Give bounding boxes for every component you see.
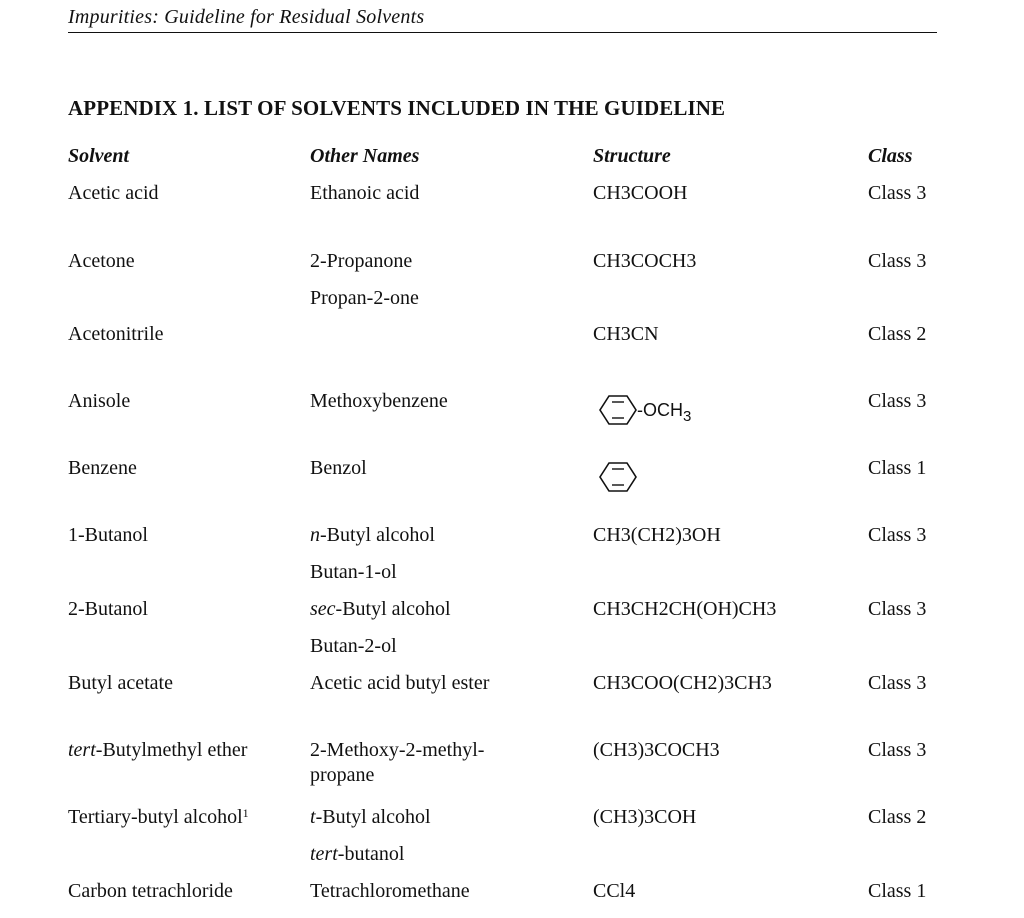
other-name: t-Butyl alcohol [310,806,431,828]
other-name: sec-Butyl alcohol [310,598,451,620]
solvent-name: Acetonitrile [68,323,164,345]
solvent-class: Class 3 [868,672,927,694]
solvent-class: Class 3 [868,390,927,412]
solvent-class: Class 2 [868,806,927,828]
appendix-title: APPENDIX 1. LIST OF SOLVENTS INCLUDED IN THE GUIDELINE [68,96,726,120]
structure-formula: CCl4 [593,880,636,902]
solvent-name: Acetic acid [68,182,159,204]
other-name: Methoxybenzene [310,390,448,412]
structure-formula: (CH3)3COH [593,806,697,828]
solvent-name: tert-Butylmethyl ether [68,739,248,761]
structure-formula: CH3COO(CH2)3CH3 [593,672,772,694]
other-name: Propan-2-one [310,287,419,309]
other-name: 2-Methoxy-2-methyl- [310,739,485,761]
structure-formula: (CH3)3COCH3 [593,739,720,761]
running-header: Impurities: Guideline for Residual Solvents [68,6,937,33]
solvent-name: Anisole [68,390,131,412]
other-name: 2-Propanone [310,250,413,272]
solvent-name: Tertiary-butyl alcohol$^1$ [68,806,249,828]
other-name: tert-butanol [310,843,405,865]
other-name: propane [310,764,375,786]
other-name: Tetrachloromethane [310,880,470,902]
solvent-name: 2-Butanol [68,598,148,620]
solvent-class: Class 1 [868,880,927,902]
other-name: n-Butyl alcohol [310,524,435,546]
other-name: Butan-2-ol [310,635,397,657]
footnote-marker: 1 [242,806,249,820]
benzene-ring-structure [598,461,638,493]
other-name: Benzol [310,457,367,479]
solvent-name: Butyl acetate [68,672,173,694]
solvent-class: Class 2 [868,323,927,345]
other-name: Ethanoic acid [310,182,420,204]
solvent-class: Class 1 [868,457,927,479]
solvent-name: 1-Butanol [68,524,148,546]
solvent-class: Class 3 [868,739,927,761]
solvent-class: Class 3 [868,598,927,620]
solvent-class: Class 3 [868,524,927,546]
structure-formula: CH3CN [593,323,659,345]
solvent-name: Acetone [68,250,135,272]
solvent-name: Carbon tetrachloride [68,880,233,902]
col-header-class: Class [868,145,913,167]
structure-formula: CH3CH2CH(OH)CH3 [593,598,777,620]
col-header-structure: Structure [593,145,671,167]
structure-label: $-OCH_3$ [637,400,692,425]
other-name: Butan-1-ol [310,561,397,583]
solvent-name: Benzene [68,457,137,479]
other-name: Acetic acid butyl ester [310,672,490,694]
solvent-class: Class 3 [868,182,927,204]
benzene-ring-structure [598,394,638,426]
col-header-solvent: Solvent [68,145,130,167]
col-header-other-names: Other Names [310,145,420,167]
solvent-class: Class 3 [868,250,927,272]
structure-formula: CH3(CH2)3OH [593,524,721,546]
structure-formula: CH3COCH3 [593,250,697,272]
structure-formula: CH3COOH [593,182,688,204]
